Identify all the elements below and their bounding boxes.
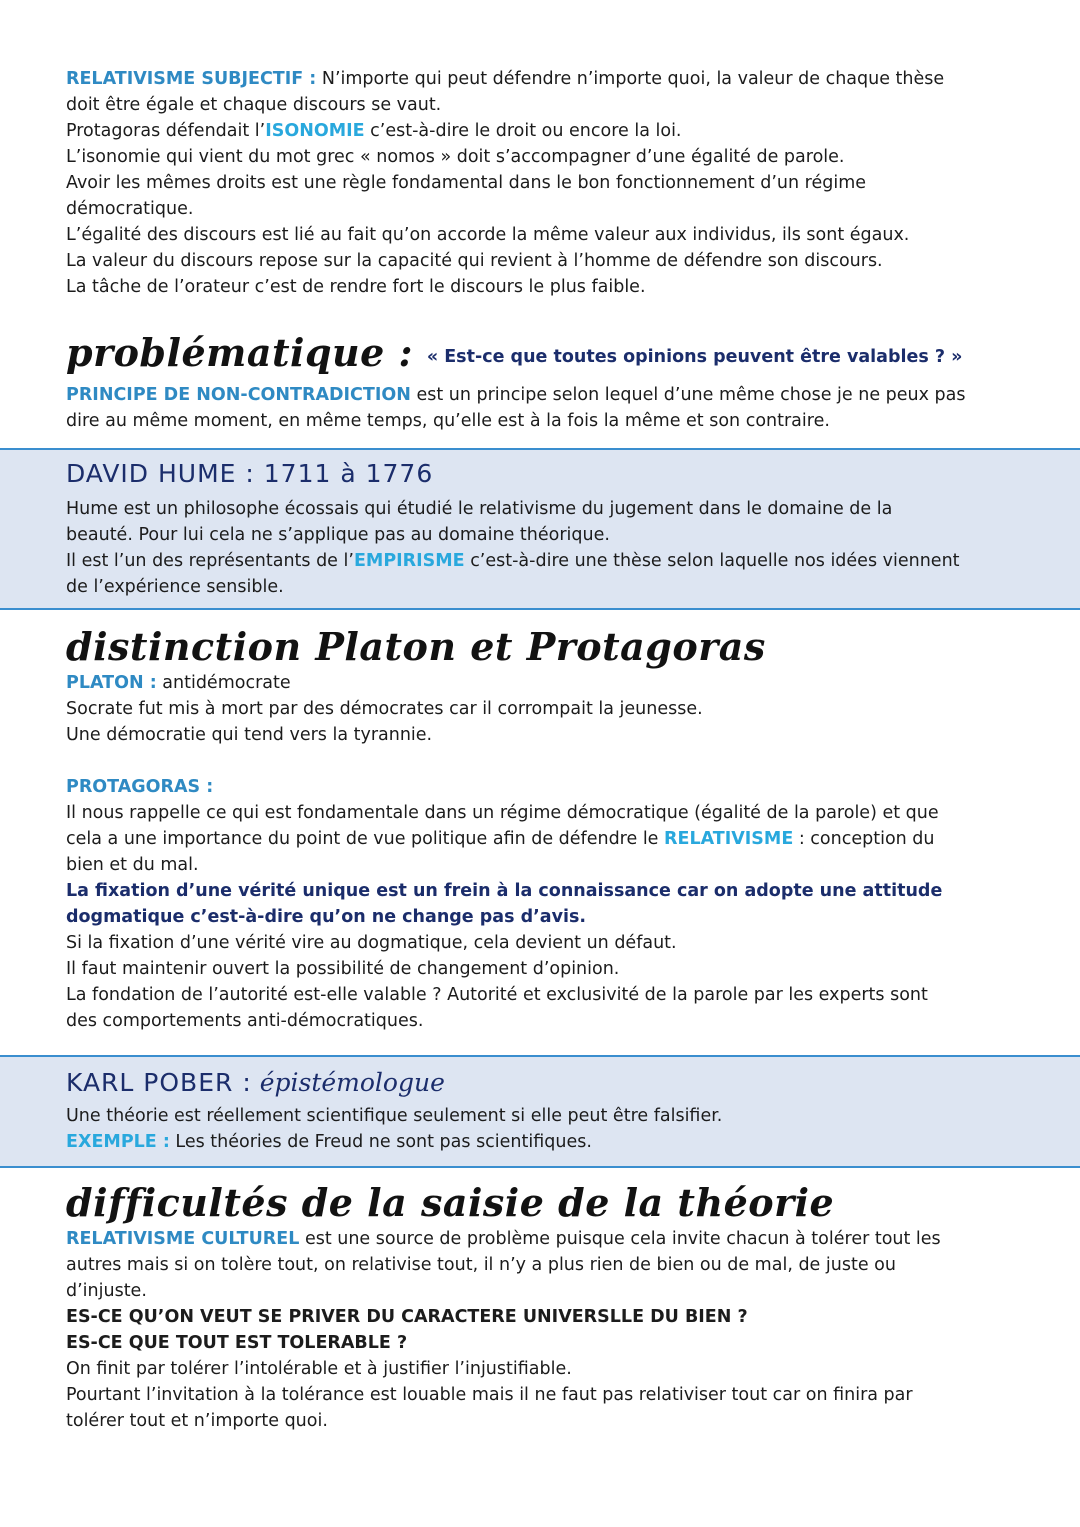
keyword: ISONOMIE [265, 121, 365, 141]
heading-subtitle: épistémologue [251, 1068, 445, 1097]
paragraph-line: L’égalité des discours est lié au fait qu’on accorde la même valeur aux individus, ils sont égaux. [66, 225, 910, 245]
paragraph-line: Une démocratie qui tend vers la tyrannie. [66, 725, 433, 745]
paragraph-line: beauté. Pour lui cela ne s’applique pas au domaine théorique. [66, 525, 610, 545]
paragraph-line: de l’expérience sensible. [66, 577, 284, 597]
spacer [66, 748, 1030, 774]
keyword: EMPIRISME [353, 551, 465, 571]
term-label: PLATON : [66, 673, 157, 693]
paragraph-line: On finit par tolérer l’intolérable et à justifier l’injustifiable. [66, 1359, 572, 1379]
text-run: antidémocrate [156, 673, 291, 693]
paragraph-line: autres mais si on tolère tout, on relativise tout, il n’y a plus rien de bien ou de mal, de juste ou [66, 1255, 896, 1275]
paragraph-line: doit être égale et chaque discours se vaut. [66, 95, 442, 115]
paragraph-line: Il faut maintenir ouvert la possibilité de changement d’opinion. [66, 959, 620, 979]
text-run: c’est-à-dire le droit ou encore la loi. [364, 121, 682, 141]
paragraph-line: Hume est un philosophe écossais qui étudié le relativisme du jugement dans le domaine de la [66, 499, 893, 519]
band-heading [66, 1067, 1030, 1099]
paragraph-line: La tâche de l’orateur c’est de rendre fort le discours le plus faible. [66, 277, 646, 297]
problem-question: « Est-ce que toutes opinions peuvent être valables ? » [426, 347, 963, 367]
section-relativisme-subjectif [0, 66, 1080, 300]
paragraph-line: Avoir les mêmes droits est une règle fondamental dans le bon fonctionnement d’un régime [66, 173, 867, 193]
paragraph-line: d’injuste. [66, 1281, 147, 1301]
paragraph-line [66, 382, 1030, 408]
paragraph-line [66, 548, 1030, 574]
term-label: PRINCIPE DE NON-CONTRADICTION [66, 385, 411, 405]
term-label: RELATIVISME SUBJECTIF : [66, 69, 317, 89]
section-heading [66, 330, 1030, 380]
paragraph-line: La valeur du discours repose sur la capacité qui revient à l’homme de défendre son discours. [66, 251, 883, 271]
paragraph-line: bien et du mal. [66, 855, 199, 875]
section-karl-pober [0, 1055, 1080, 1168]
paragraph-line: Si la fixation d’une vérité vire au dogmatique, cela devient un défaut. [66, 933, 677, 953]
paragraph-line: Pourtant l’invitation à la tolérance est louable mais il ne faut pas relativiser tout car on finira par [66, 1385, 913, 1405]
term-label: PROTAGORAS : [66, 777, 214, 797]
paragraph-line: dire au même moment, en même temps, qu’elle est à la fois la même et son contraire. [66, 411, 830, 431]
section-distinction [0, 624, 1080, 1034]
heading-text: problématique : [66, 330, 414, 375]
section-heading: distinction Platon et Protagoras [66, 624, 766, 669]
question-line: ES-CE QU’ON VEUT SE PRIVER DU CARACTERE UNIVERSLLE DU BIEN ? [66, 1307, 748, 1327]
text-run: N’importe qui peut défendre n’importe quoi, la valeur de chaque thèse [316, 69, 945, 89]
section-david-hume [0, 448, 1080, 610]
question-line: ES-CE QUE TOUT EST TOLERABLE ? [66, 1333, 408, 1353]
section-heading: difficultés de la saisie de la théorie [66, 1180, 835, 1225]
heading-text: KARL POBER : [66, 1068, 252, 1097]
text-run: cela a une importance du point de vue politique afin de défendre le [66, 829, 665, 849]
band-heading: DAVID HUME : 1711 à 1776 [66, 459, 434, 488]
term-label: EXEMPLE : [66, 1132, 170, 1152]
paragraph-line: La fondation de l’autorité est-elle valable ? Autorité et exclusivité de la parole par les experts sont [66, 985, 928, 1005]
paragraph-line [66, 66, 1030, 92]
paragraph-line [66, 1226, 1030, 1252]
text-run: est une source de problème puisque cela invite chacun à tolérer tout les [299, 1229, 941, 1249]
text-run: Les théories de Freud ne sont pas scientifiques. [169, 1132, 592, 1152]
emphasis-line: La fixation d’une vérité unique est un frein à la connaissance car on adopte une attitude [66, 881, 943, 901]
paragraph-line: des comportements anti-démocratiques. [66, 1011, 424, 1031]
keyword: RELATIVISME [664, 829, 794, 849]
paragraph-line: Socrate fut mis à mort par des démocrates car il corrompait la jeunesse. [66, 699, 703, 719]
paragraph-line: démocratique. [66, 199, 194, 219]
paragraph-line: tolérer tout et n’importe quoi. [66, 1411, 328, 1431]
paragraph-line [66, 670, 1030, 696]
text-run: est un principe selon lequel d’une même chose je ne peux pas [410, 385, 966, 405]
paragraph-line: L’isonomie qui vient du mot grec « nomos » doit s’accompagner d’une égalité de parole. [66, 147, 845, 167]
section-difficultes [0, 1180, 1080, 1434]
paragraph-line [66, 1129, 1030, 1155]
paragraph-line [66, 826, 1030, 852]
emphasis-line: dogmatique c’est-à-dire qu’on ne change pas d’avis. [66, 907, 587, 927]
text-run: Protagoras défendait l’ [66, 121, 266, 141]
paragraph-line: Il nous rappelle ce qui est fondamentale dans un régime démocratique (égalité de la parole) et que [66, 803, 939, 823]
text-run: : conception du [793, 829, 935, 849]
term-label: RELATIVISME CULTUREL [66, 1229, 300, 1249]
section-problematique [0, 330, 1080, 434]
paragraph-line: Une théorie est réellement scientifique seulement si elle peut être falsifier. [66, 1106, 723, 1126]
text-run: Il est l’un des représentants de l’ [66, 551, 354, 571]
text-run: c’est-à-dire une thèse selon laquelle nos idées viennent [464, 551, 960, 571]
paragraph-line [66, 118, 1030, 144]
